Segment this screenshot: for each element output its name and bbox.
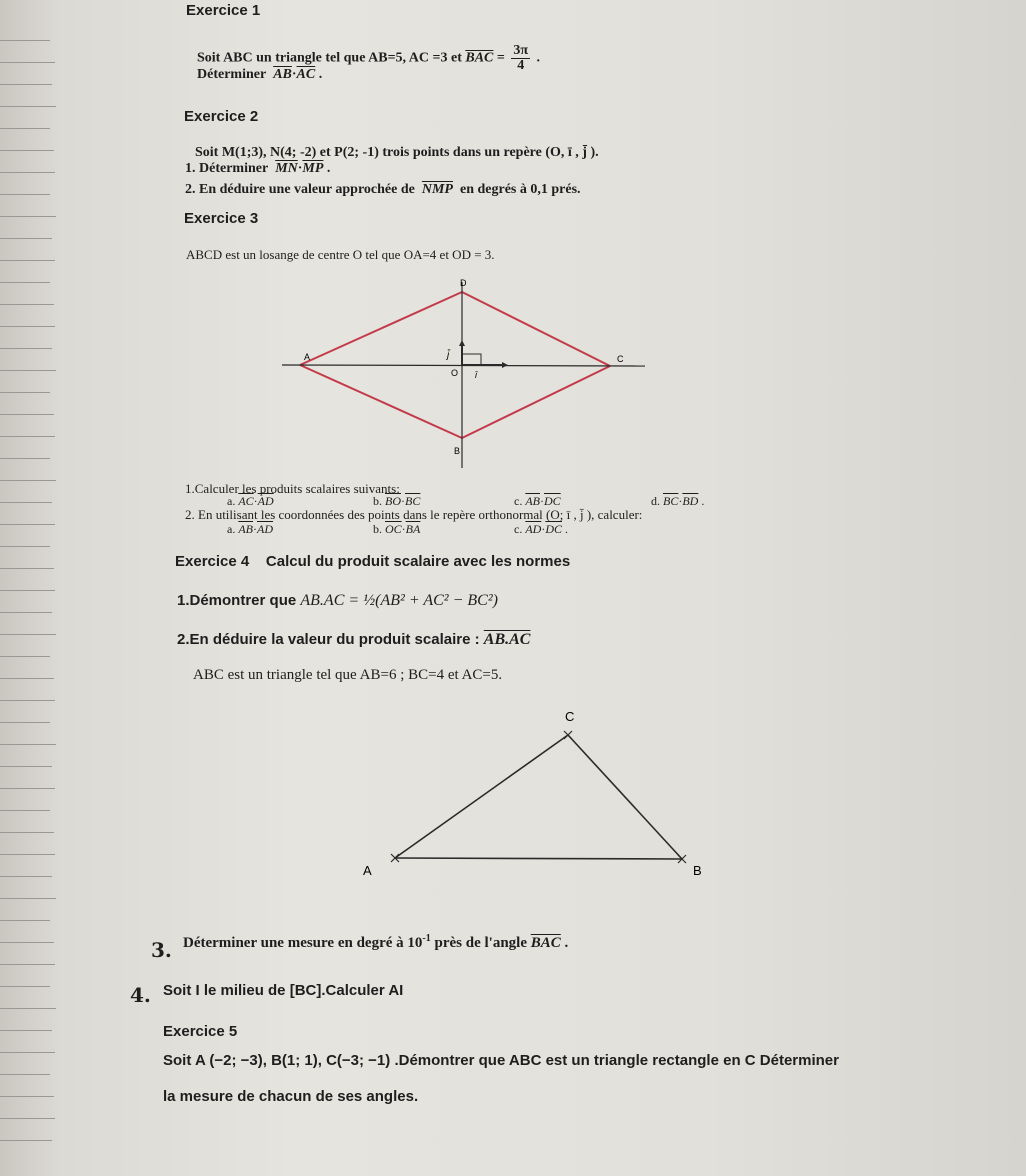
exercise-1-statement: Soit ABC un triangle tel que AB=5, AC =3 et $\overline{BAC}$ = $\frac{3\pi}{4}$ . (197, 43, 541, 73)
side-dc (462, 292, 610, 366)
notebook-margin-lines (0, 0, 60, 1176)
exercise-1-question: Déterminer $\overline{AB}\cdot\overline{AC}$ . (197, 67, 323, 82)
arrow-i (502, 362, 508, 368)
exercise-2-title: Exercice 2 (184, 108, 259, 125)
label-a: A (304, 352, 311, 362)
side-cb (462, 366, 610, 438)
label-i: ī (475, 370, 477, 380)
exercise-3-question-1: 1.Calculer les produits scalaires suivants: (185, 481, 400, 496)
exercise-4-question-4: Soit I le milieu de [BC].Calculer AI (163, 982, 404, 999)
exercise-5-title: Exercice 5 (163, 1023, 238, 1040)
label-a: A (363, 863, 372, 878)
exercise-4-question-1: 1.Démontrer que AB.AC = ½(AB² + AC² − BC²) (177, 592, 498, 609)
handwritten-3: 3. (151, 938, 172, 962)
exercise-4-question-2: 2.En déduire la valeur du produit scalaire : AB.AC (177, 631, 531, 648)
arrow-j (459, 340, 465, 346)
label-o: O (451, 368, 459, 378)
angle-bac: $\overline{BAC}$ (465, 50, 494, 66)
exercise-5-line-1: Soit A (−2; −3), B(1; 1), C(−3; −1) .Démontrer que ABC est un triangle rectangle en C Déterminer (163, 1052, 839, 1069)
side-ab (395, 858, 682, 859)
formula-dot-product: AB.AC = ½(AB² + AC² − BC²) (300, 592, 498, 609)
exercise-4-subtitle: Calcul du produit scalaire avec les normes (265, 553, 571, 570)
fraction-3pi-over-4: $\frac{3\pi}{4}$ (513, 43, 529, 73)
label-c: C (565, 709, 575, 724)
exercise-2-question-2: 2. En déduire une valeur approchée de $\overline{NMP}$ en degrés à 0,1 prés. (185, 182, 581, 197)
vertex-marks (391, 731, 686, 863)
exercise-3-q2-item-b: b. $\overline{OC}\cdot\overline{BA}$ (373, 522, 421, 536)
side-ad (300, 292, 462, 365)
side-ba (300, 365, 462, 438)
label-c: C (617, 354, 624, 364)
label-j: j̄ (447, 350, 450, 361)
exercise-3-q2-item-a: a. $\overline{AB}\cdot\overline{AD}$ (227, 522, 273, 536)
side-cb (568, 735, 682, 859)
rhombus-figure (270, 270, 660, 470)
label-b: B (454, 446, 461, 456)
exercise-4-title: Exercice 4 Calcul du produit scalaire avec les normes (175, 553, 571, 570)
label-b: B (693, 863, 702, 878)
exercise-3-q2-item-c: c. $\overline{AD}\cdot\overline{DC}$ . (514, 522, 568, 536)
handwritten-4: 4. (130, 983, 151, 1007)
exercise-4-question-3: Déterminer une mesure en degré à $10^{-1}$ près de l'angle $\overline{BAC}$ . (183, 933, 569, 951)
exercise-3-title: Exercice 3 (184, 210, 259, 227)
exercise-2-question-1: 1. Déterminer $\overline{MN}\cdot\overline{MP}$ . (185, 161, 331, 176)
exercise-3-statement: ABCD est un losange de centre O tel que OA=4 et OD = 3. (186, 247, 495, 262)
right-angle-mark (462, 354, 481, 365)
side-ac (395, 735, 568, 858)
exercise-3-q1-item-b: b. $\overline{BO}\cdot\overline{BC}$ (373, 494, 421, 508)
triangle-figure (355, 705, 715, 885)
exercise-4-given: ABC est un triangle tel que AB=6 ; BC=4 et AC=5. (193, 667, 503, 683)
exercise-2-statement: Soit M(1;3), N(4; -2) et P(2; -1) trois points dans un repère (O, ī , j̄ ). (195, 145, 599, 160)
exercise-3-q1-item-a: a. $\overline{AC}\cdot\overline{AD}$ (227, 494, 274, 508)
exercise-5-line-2: la mesure de chacun de ses angles. (163, 1088, 419, 1105)
triangle-sides (395, 735, 682, 859)
exercise-1-title: Exercice 1 (186, 2, 261, 19)
exercise-3-q1-item-c: c. $\overline{AB}\cdot\overline{DC}$ (514, 494, 561, 508)
exercise-3-question-2: 2. En utilisant les coordonnées des points dans le repère orthonormal (O; ī , j̄ ), calculer: (185, 507, 643, 522)
label-d: D (460, 278, 467, 288)
exercise-3-q1-item-d: d. $\overline{BC}\cdot\overline{BD}$ . (651, 494, 705, 508)
